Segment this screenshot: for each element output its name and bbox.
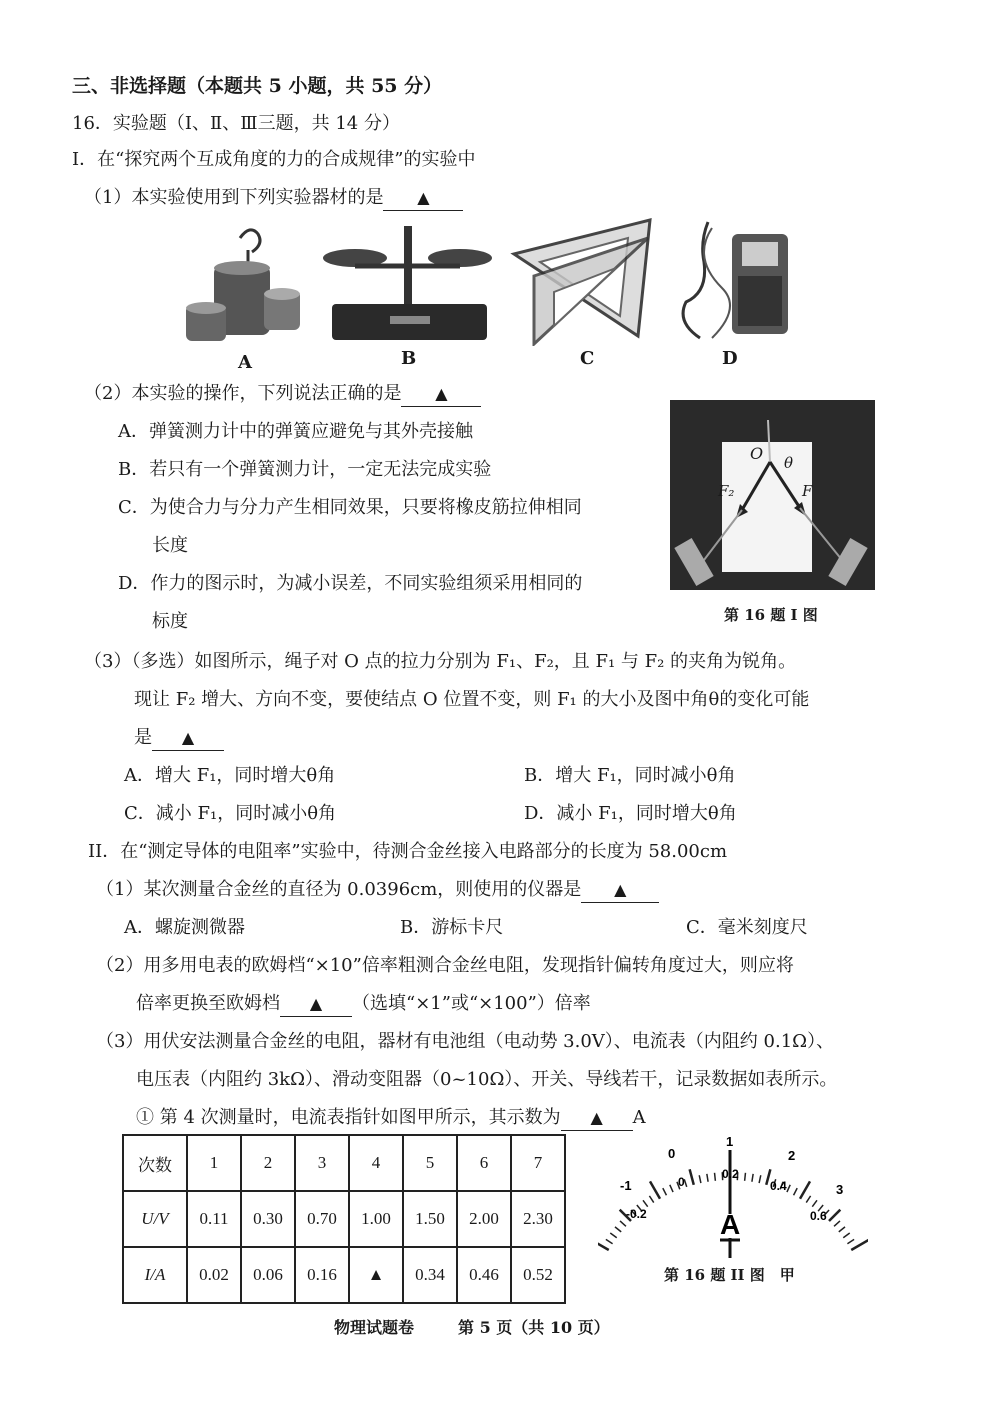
q2-option-a: A．弹簧测力计中的弹簧应避免与其外壳接触 [118,421,473,442]
equipment-label-c: C [580,348,595,369]
answer-blank-cell[interactable]: ▲ [349,1247,403,1303]
table-cell: 1 [187,1135,241,1191]
part-i-q1 [84,186,463,211]
ii-q1-option-a: A．螺旋测微器 [124,917,245,938]
equipment-label-b: B [401,348,417,369]
blank-mark: ▲ [417,188,430,207]
blank-mark: ▲ [614,880,627,899]
q2-option-d: D．作力的图示时，为减小误差，不同实验组须采用相同的 [118,573,583,594]
table-cell: 0.34 [403,1247,457,1303]
dial-tick [847,1239,854,1243]
experiment-photo [670,400,875,590]
ii-q3-sub1-text: ① 第 4 次测量时，电流表指针如图甲所示，其示数为 [136,1107,561,1128]
ii-q1-option-b: B．游标卡尺 [400,917,504,938]
inner-tick-label: -0.2 [626,1207,647,1221]
table-cell: 0.16 [295,1247,349,1303]
ii-q2-text-b: （选填“×1”或“×100”）倍率 [352,993,591,1014]
hook-weights-icon [180,220,300,350]
theta-label: θ [784,454,794,472]
table-cell: 7 [511,1135,565,1191]
ammeter-dial [598,1130,868,1265]
dial-tick [650,1181,660,1198]
dial-tick [610,1233,616,1238]
q3-option-a: A．增大 F₁，同时增大θ角 [124,765,336,786]
part-i-q3-line3-text: 是 [134,727,152,748]
table-row [123,1191,565,1247]
part-ii-q2-line2 [136,992,591,1017]
part-ii-q3-sub1 [136,1106,646,1131]
dial-tick [800,1181,810,1198]
inner-tick-label: 0.6 [810,1209,827,1223]
q3-option-d: D．减小 F₁，同时增大θ角 [524,803,737,824]
table-row [123,1135,565,1191]
section-title: 三、非选择题（本题共 5 小题，共 55 分） [72,75,443,97]
inner-tick-label: 0.2 [722,1167,739,1181]
part-ii-q3-line2: 电压表（内阻约 3kΩ）、滑动变阻器（0~10Ω）、开关、导线若干，记录数据如表所示。 [136,1069,838,1090]
dial-tick [707,1174,708,1182]
timer-device-icon [672,214,792,344]
outer-tick-label: 0 [668,1146,676,1161]
table-header: 次数 [123,1135,187,1191]
q2-option-c-cont: 长度 [152,535,188,556]
blank-mark: ▲ [590,1108,603,1127]
blank-mark: ▲ [435,384,448,403]
part-ii-q1 [96,878,659,903]
dial-tick [699,1175,701,1183]
q2-option-d-cont: 标度 [152,611,188,632]
dial-tick [643,1200,648,1206]
force-diagram [670,400,875,590]
balance-scale-icon [320,218,495,343]
part-i-q3-line1: （3）（多选）如图所示，绳子对 O 点的拉力分别为 F₁、F₂，且 F₁ 与 F₂ 的夹角为锐角。 [84,651,797,672]
q2-option-c: C．为使合力与分力产生相同效果，只要将橡皮筋拉伸相同 [118,497,582,518]
inner-tick-label: 0.4 [770,1179,787,1193]
dial-tick [843,1233,849,1238]
blank-mark: ▲ [309,994,323,1013]
part-i-intro: I．在“探究两个互成角度的力的合成规律”的实验中 [72,149,476,170]
ii-q3-sub1-unit: A [632,1107,646,1128]
unit-label: A [720,1209,741,1240]
question-16-title: 16．实验题（Ⅰ、Ⅱ、Ⅲ三题，共 14 分） [72,113,400,134]
part-ii-q1-text: （1）某次测量合金丝的直径为 0.0396cm，则使用的仪器是 [96,879,582,900]
dial-tick [834,1221,840,1226]
table-cell: 5 [403,1135,457,1191]
part-i-q2 [84,382,481,407]
dial-tick [829,1210,840,1221]
table-cell: 0.11 [187,1191,241,1247]
part-ii-q2-line1: （2）用多用电表的欧姆档“×10”倍率粗测合金丝电阻，发现指针偏转角度过大，则应将 [96,955,794,976]
f1-label: F [802,482,813,500]
outer-tick-label: 1 [726,1134,734,1149]
answer-blank[interactable] [280,992,352,1017]
dial-tick [787,1185,790,1192]
meter-caption: 第 16 题 II 图 甲 [664,1266,795,1284]
ii-q2-text-a: 倍率更换至欧姆档 [136,993,280,1014]
table-cell: 2 [241,1135,295,1191]
answer-blank[interactable] [152,726,224,751]
dial-tick [715,1173,716,1181]
ii-q1-option-c: C．毫米刻度尺 [686,917,808,938]
table-cell: 0.52 [511,1247,565,1303]
table-cell: 1.00 [349,1191,403,1247]
table-cell: 2.00 [457,1191,511,1247]
dial-tick [606,1239,613,1243]
dial-tick [745,1173,746,1181]
table-cell: 0.02 [187,1247,241,1303]
equipment-label-a: A [238,352,252,373]
dial-tick [615,1227,621,1232]
point-o-label: O [750,444,764,463]
f2-label: F₂ [718,482,735,500]
answer-blank[interactable] [383,186,463,211]
inner-tick-label: 0 [678,1175,685,1189]
equipment-label-d: D [722,348,738,369]
table-cell: 2.30 [511,1191,565,1247]
q2-option-b: B．若只有一个弹簧测力计，一定无法完成实验 [118,459,492,480]
table-cell: 6 [457,1135,511,1191]
outer-tick-label: 3 [836,1182,844,1197]
table-cell: 0.30 [241,1191,295,1247]
table-cell: 4 [349,1135,403,1191]
table-header: U/V [123,1191,187,1247]
q3-option-b: B．增大 F₁，同时减小θ角 [524,765,736,786]
dial-tick [806,1196,810,1203]
table-header: I/A [123,1247,187,1303]
dial-tick [663,1188,667,1195]
answer-blank[interactable] [561,1106,633,1131]
table-cell: 0.06 [241,1247,295,1303]
dial-tick [759,1175,761,1183]
dial-tick [812,1200,817,1206]
table-cell: 3 [295,1135,349,1191]
measurement-table [122,1134,566,1304]
answer-blank[interactable] [581,878,659,903]
part-i-q3-line2: 现让 F₂ 增大、方向不变，要使结点 O 位置不变，则 F₁ 的大小及图中角θ的变化可能 [134,689,810,710]
dial-tick [598,1240,609,1250]
outer-tick-label: 2 [788,1148,796,1163]
dial-tick [670,1185,673,1192]
q3-option-c: C．减小 F₁，同时减小θ角 [124,803,337,824]
dial-tick [649,1196,653,1203]
dial-tick [794,1188,798,1195]
part-i-q3-line3 [134,726,224,751]
dial-tick [839,1227,845,1232]
table-cell: 1.50 [403,1191,457,1247]
dial-tick [752,1174,753,1182]
dial-tick [620,1221,626,1226]
photo-caption: 第 16 题 I 图 [724,606,818,624]
part-ii-q3-line1: （3）用伏安法测量合金丝的电阻，器材有电池组（电动势 3.0V）、电流表（内阻约 0.1Ω）、 [96,1031,835,1052]
part-i-q1-text: （1）本实验使用到下列实验器材的是 [84,187,384,208]
footer-page: 第 5 页（共 10 页） [458,1318,610,1337]
blank-mark: ▲ [181,728,195,747]
footer-subject: 物理试题卷 [334,1318,415,1337]
outer-tick-label: -1 [620,1178,632,1193]
answer-blank[interactable] [401,382,481,407]
part-ii-intro: II．在“测定导体的电阻率”实验中，待测合金丝接入电路部分的长度为 58.00cm [88,841,728,862]
table-cell: 0.46 [457,1247,511,1303]
part-i-q2-text: （2）本实验的操作，下列说法正确的是 [84,383,402,404]
dial-tick [851,1240,868,1250]
set-squares-icon [510,216,660,346]
table-cell: 0.70 [295,1191,349,1247]
table-row [123,1247,565,1303]
dial-tick [690,1169,694,1184]
